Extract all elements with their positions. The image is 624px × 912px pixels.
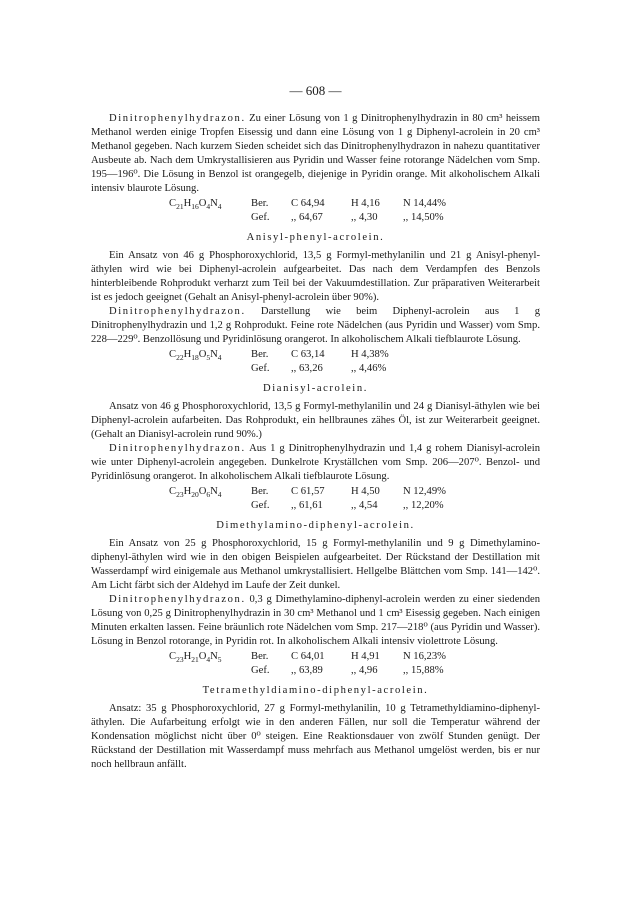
calculated-row: Ber. C 61,57 H 4,50 N 12,49%	[251, 486, 446, 497]
paragraph-text: Zu einer Lösung von 1 g Dinitrophenylhydrazin in 80 cm³ heissem Methanol werden einige Tropfen Eisessig und dann eine Lösung von 1 g Diphenyl-acrolein in 20 cm³ Methanol gegeben. Nach kurzem Sieden scheidet sich das Dinitrophenylhydrazon in nahezu quantitativer Ausbeute ab. Nach dem Umkrystallisieren aus Pyridin und Wasser feine rotorange Nädelchen vom Smp. 195—196⁰. Die Lösung in Benzol ist orangegelb, diejenige in Pyridin orange. Mit alkoholischem Alkali intensiv blaurote Lösung.	[91, 113, 540, 194]
section-heading: Dimethylamino-diphenyl-acrolein.	[216, 520, 415, 531]
found-row: Gef. ,, 63,26 ,, 4,46%	[251, 363, 387, 374]
analysis-block-3	[91, 485, 540, 513]
lead-term: Dinitrophenylhydrazon.	[109, 113, 246, 124]
paragraph: Ansatz von 46 g Phosphoroxychlorid, 13,5 g Formyl-methylanilin und 24 g Dianisyl-äthylen wie bei Diphenyl-acrolein aufarbeiten. Das Rohprodukt, ein hellbraunes zähes Öl, ist zur Weiterarbeit geeignet. (Gehalt an Dianisyl-acrolein rund 90%.)	[91, 401, 540, 440]
analysis-block-4	[91, 650, 540, 678]
paragraph-text: 0,3 g Dimethylamino-diphenyl-acrolein werden zu einer siedenden Lösung von 0,25 g Dinitrophenylhydrazin in 30 cm³ Methanol und 1 cm³ Eisessig gegeben. Nach einigen Minuten erkalten lassen. Feine bräunlich rote Nädelchen vom Smp. 217—218⁰ (aus Pyridin und Wasser). Lösung in Benzol rotorange, in Pyridin rot. In alkoholischem Alkali intensiv violettrote Lösung.	[91, 594, 540, 647]
section-heading: Dianisyl-acrolein.	[263, 383, 368, 394]
analysis-block-2	[91, 348, 540, 376]
paragraph: Ansatz: 35 g Phosphoroxychlorid, 27 g Formyl-methylanilin, 10 g Tetramethyldiamino-diphenyl-äthylen. Die Aufarbeitung erfolgt wie in den anderen Fällen, nur soll die Temperatur während der Kondensation möglichst nicht über 0⁰ steigen. Eine Reaktionsdauer von zwölf Stunden genügt. Der Rückstand der Destillation mit Wasserdampf muss mehrfach aus Methanol umgelöst werden, bis er nur noch hellbraun anfällt.	[91, 703, 540, 770]
paragraph-hydrazone-4	[91, 593, 540, 649]
found-row: Gef. ,, 64,67 ,, 4,30 ,, 14,50%	[251, 212, 444, 223]
found-row: Gef. ,, 61,61 ,, 4,54 ,, 12,20%	[251, 500, 444, 511]
paragraph: Ein Ansatz von 25 g Phosphoroxychlorid, 15 g Formyl-methylanilin und 9 g Dimethylamino-diphenyl-äthylen wird wie in den obigen Beispielen aufgearbeitet. Der Rückstand der Destillation mit Wasserdampf wird einigemale aus Methanol umkrystallisiert. Hellgelbe Blättchen vom Smp. 141—142⁰. Am Licht färbt sich der Aldehyd im Laufe der Zeit dunkel.	[91, 538, 540, 591]
section-heading: Anisyl-phenyl-acrolein.	[246, 232, 385, 243]
molecular-formula: $C_{21}H_{16}O_4N_4$	[169, 198, 222, 212]
document-page	[91, 84, 540, 772]
molecular-formula: $C_{22}H_{18}O_5N_4$	[169, 349, 222, 363]
lead-term: Dinitrophenylhydrazon.	[109, 306, 246, 317]
paragraph-hydrazone-3	[91, 442, 540, 484]
found-row: Gef. ,, 63,89 ,, 4,96 ,, 15,88%	[251, 665, 444, 676]
molecular-formula: $C_{23}H_{20}O_6N_4$	[169, 486, 222, 500]
calculated-row: Ber. C 63,14 H 4,38%	[251, 349, 389, 360]
molecular-formula: $C_{23}H_{21}O_4N_5$	[169, 651, 222, 665]
paragraph-text: Darstellung wie beim Diphenyl-acrolein aus 1 g Dinitrophenylhydrazin und 1,2 g Rohprodukt. Feine rote Nädelchen (aus Pyridin und Wasser) vom Smp. 228—229⁰. Benzollösung und Pyridinlösung orangerot. In alkoholischem Alkali tiefblaurote Lösung.	[91, 306, 540, 345]
paragraph-hydrazone-1	[91, 112, 540, 196]
paragraph: Ein Ansatz von 46 g Phosphoroxychlorid, 13,5 g Formyl-methylanilin und 21 g Anisyl-phenyl-äthylen wird wie bei Diphenyl-acrolein aufgearbeitet. Das nach dem Verdampfen des Benzols hinterbleibende Rohprodukt verharzt zum Teil bei der Vakuumdestillation. Zur präparativen Weiterarbeit ist es jedoch geeignet (Gehalt an Anisyl-phenyl-acrolein über 90%).	[91, 250, 540, 303]
lead-term: Dinitrophenylhydrazon.	[109, 443, 246, 454]
calculated-row: Ber. C 64,01 H 4,91 N 16,23%	[251, 651, 446, 662]
section-heading: Tetramethyldiamino-diphenyl-acrolein.	[202, 685, 429, 696]
page-number: — 608 —	[289, 83, 342, 98]
paragraph-hydrazone-2	[91, 305, 540, 347]
analysis-block-1	[91, 197, 540, 225]
lead-term: Dinitrophenylhydrazon.	[109, 594, 246, 605]
calculated-row: Ber. C 64,94 H 4,16 N 14,44%	[251, 198, 446, 209]
paragraph-text: Aus 1 g Dinitrophenylhydrazin und 1,4 g rohem Dianisyl-acrolein wie unter Diphenyl-acrolein angegeben. Dunkelrote Kryställchen vom Smp. 206—207⁰. Benzol- und Pyridinlösung orangerot. In alkoholischem Alkali tiefblaurote Lösung.	[91, 443, 540, 482]
